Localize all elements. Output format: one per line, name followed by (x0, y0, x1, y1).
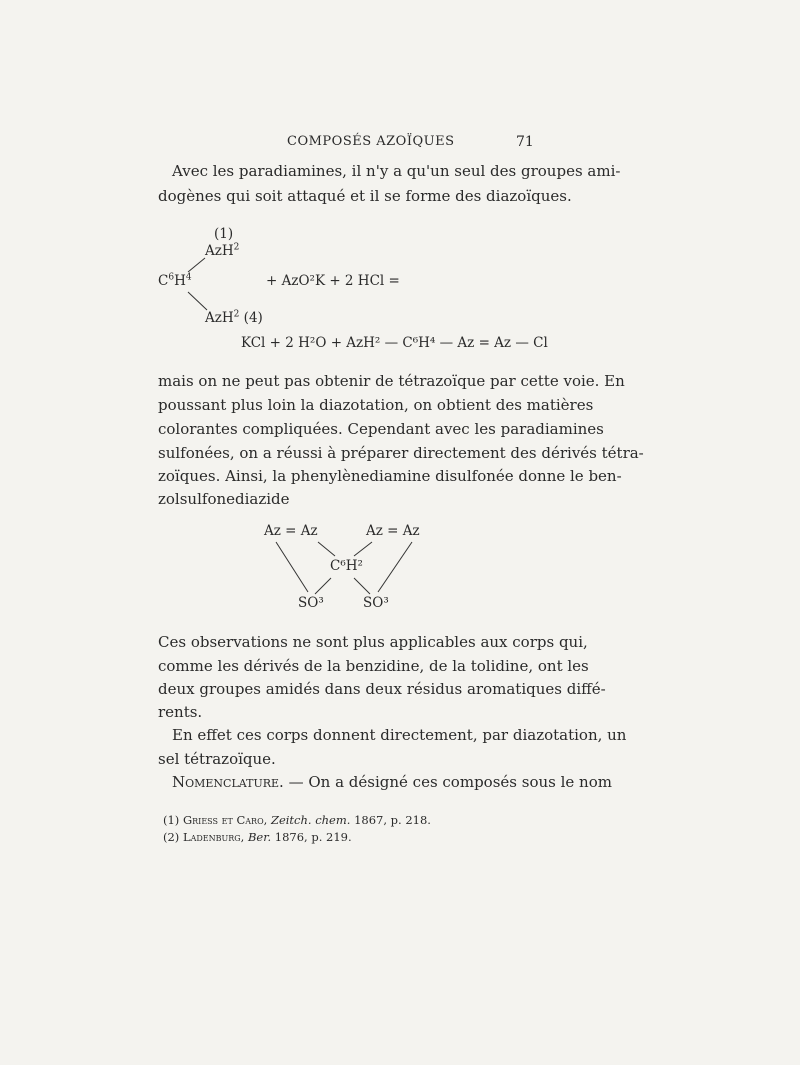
para2-line1: mais on ne peut pas obtenir de tétrazoïque par cette voie. En (158, 372, 625, 390)
right-so3: SO³ (363, 595, 389, 611)
bond-lower-right (354, 578, 370, 594)
para1-line1: Avec les paradiamines, il n'y a qu'un seul des groupes ami- (172, 162, 621, 180)
right-azo: Az = Az (366, 523, 420, 539)
left-azo: Az = Az (264, 523, 318, 539)
footnote-2: (2) Ladenburg, Ber. 1876, p. 219. (163, 830, 352, 844)
products: KCl + 2 H²O + AzH² — C⁶H⁴ — Az = Az — Cl (241, 335, 548, 351)
azh2-top: AzH$^2$ (205, 242, 240, 259)
c6h4-formula: $C^6H^4$ (158, 272, 192, 289)
page-number: 71 (516, 134, 534, 150)
para4-line1: En effet ces corps donnent directement, par diazotation, un (172, 726, 627, 744)
bond-upper (188, 258, 205, 272)
bond-right-outer (378, 542, 412, 592)
bond-lower-left (315, 578, 331, 594)
para5-line1: Nomenclature. — On a désigné ces composés sous le nom (172, 773, 612, 791)
running-title: COMPOSÉS AZOÏQUES (287, 134, 455, 149)
para4-line2: sel tétrazoïque. (158, 750, 276, 768)
azh2-bottom: AzH$^2$ (4) (205, 309, 263, 326)
para2-line4: sulfonées, on a réussi à préparer directement des dérivés tétra- (158, 444, 644, 462)
bond-left-outer (276, 542, 308, 592)
para3-line3: deux groupes amidés dans deux résidus aromatiques diffé- (158, 680, 606, 698)
para3-line4: rents. (158, 703, 203, 721)
para2-line5: zoïques. Ainsi, la phenylènediamine disulfonée donne le ben- (158, 467, 622, 485)
para3-line2: comme les dérivés de la benzidine, de la tolidine, ont les (158, 657, 589, 675)
ref-1: (1) (214, 226, 234, 242)
left-so3: SO³ (298, 595, 324, 611)
bond-left-inner (318, 542, 335, 556)
nomenclature-label: Nomenclature. (172, 773, 284, 791)
c6h2-center: C⁶H² (330, 558, 363, 574)
bond-right-inner (354, 542, 372, 556)
para2-line6: zolsulfonediazide (158, 490, 290, 508)
bond-lower (188, 292, 207, 310)
para2-line2: poussant plus loin la diazotation, on obtient des matières (158, 396, 594, 414)
para1-line2: dogènes qui soit attaqué et il se forme des diazoïques. (158, 187, 572, 205)
reagents: + AzO²K + 2 HCl = (266, 273, 400, 289)
para2-line3: colorantes compliquées. Cependant avec les paradiamines (158, 420, 604, 438)
footnote-1: (1) Griess et Caro, Zeitch. chem. 1867, p. 218. (163, 813, 431, 827)
para3-line1: Ces observations ne sont plus applicables aux corps qui, (158, 633, 588, 651)
